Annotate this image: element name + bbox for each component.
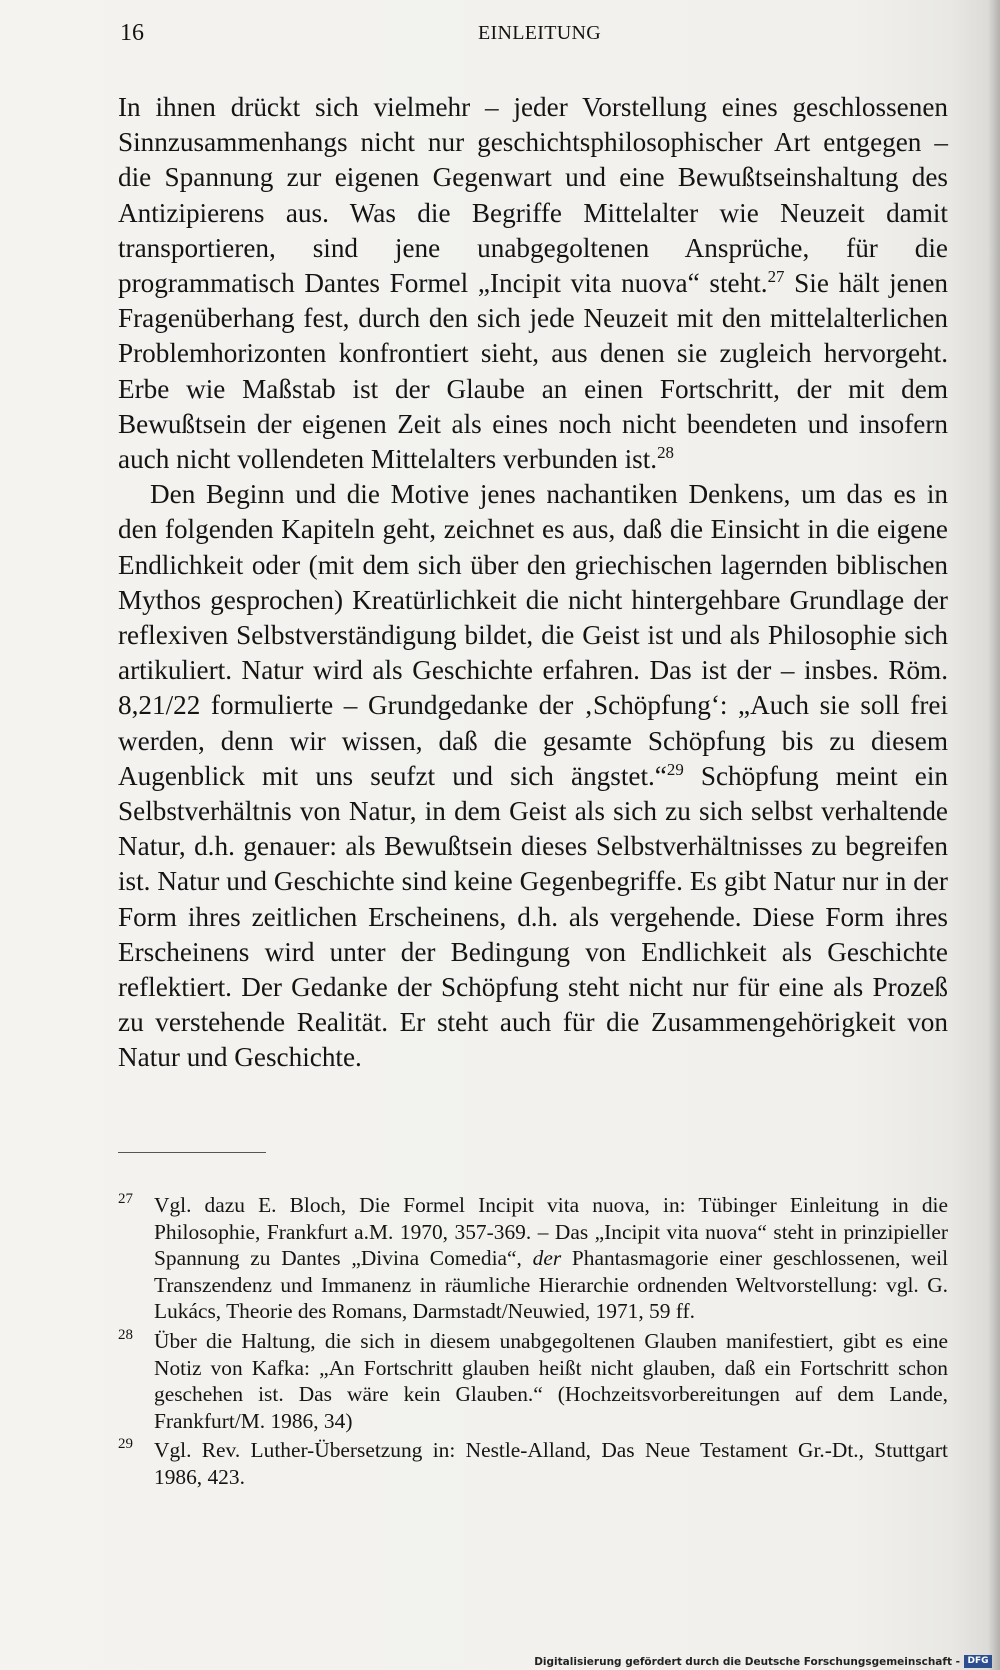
page-edge-shadow <box>988 0 1000 1670</box>
footnote-number: 27 <box>118 1191 133 1207</box>
chapter-title: EINLEITUNG <box>478 22 601 44</box>
footnote-ref-28[interactable]: 28 <box>657 442 674 462</box>
body-text <box>118 90 948 1076</box>
paragraph-text: In ihnen drückt sich vielmehr – jeder Vorstellung eines geschlossenen Sinnzusammenhangs nicht nur geschichtsphilosophischer Art entgegen – die Spannung zur eigenen Gegenwart und eine Bewußtseinshaltung des Antizipierens aus. Was die Begriffe Mittelalter wie Neuzeit damit transportieren, sind jene unabgegoltenen Ansprüche, für die programmatisch Dantes Formel „Incipit vita nuova“ steht. <box>118 92 948 299</box>
footnote-text: Über die Haltung, die sich in diesem unabgegoltenen Glauben manifestiert, gibt es eine Notiz von Kafka: „An Fortschritt glauben heißt nicht glauben, daß ein Fortschritt schon geschehen ist. Das wäre kein Glauben.“ (Hochzeitsvorbereitungen auf dem Lande, Frankfurt/M. 1986, 34) <box>154 1328 948 1433</box>
footnotes <box>118 1192 948 1494</box>
footnote-29 <box>118 1437 948 1490</box>
page-number: 16 <box>120 20 144 46</box>
paragraph-text: Sie hält jenen Fragenüberhang fest, durch den sich jede Neuzeit mit den mittelalterlichen Problemhorizonten konfrontiert sieht, aus denen sie zugleich hervorgeht. Erbe wie Maßstab ist der Glaube an einen Fortschritt, der mit dem Bewußtsein der eigenen Zeit als eines noch nicht beendeten und insofern auch nicht vollendeten Mittelalters verbunden ist. <box>118 268 949 475</box>
footnote-text: Phantasmagorie einer geschlossenen, weil Transzendenz und Immanenz in räumliche Hierarchie ordnenden Weltvorstellung: vgl. G. Lukács, Theorie des Romans, Darmstadt/Neuwied, 1971, 59 ff. <box>154 1246 949 1324</box>
paragraph-1 <box>118 90 948 477</box>
footnote-28 <box>118 1328 948 1434</box>
digitization-footer <box>0 1654 1000 1670</box>
footnote-italic: der <box>532 1246 562 1271</box>
paragraph-2 <box>118 477 948 1075</box>
running-head <box>118 20 948 52</box>
footnote-text: Vgl. dazu E. Bloch, Die Formel Incipit vita nuova, in: Tübinger Einleitung in die Philosophie, Frankfurt a.M. 1970, 357-369. – Das „Incipit vita nuova“ steht in prinzipieller Spannung zu Dantes „Divina Comedia“, <box>154 1193 948 1271</box>
footnote-ref-27[interactable]: 27 <box>767 266 785 286</box>
footnote-divider <box>118 1152 266 1153</box>
funding-credit: Digitalisierung gefördert durch die Deutsche Forschungsgemeinschaft - <box>534 1656 960 1668</box>
paragraph-text: Den Beginn und die Motive jenes nachantiken Denkens, um das es in den folgenden Kapiteln geht, zeichnet es aus, daß die Einsicht in die eigene Endlichkeit oder (mit dem sich über den griechischen lagernden biblischen Mythos gesprochen) Kreatürlichkeit die nicht hintergehbare Grundlage der reflexiven Selbstverständigung bildet, die Geist ist und als Philosophie sich artikuliert. Natur wird als Geschichte erfahren. Das ist der – insbes. Röm. 8,21/22 formulierte – Grundgedanke der ‚Schöpfung‘: „Auch sie soll frei werden, denn wir wissen, daß die gesamte Schöpfung bis zu diesem Augenblick mit uns seufzt und sich ängstet.“ <box>118 479 948 791</box>
footnote-number: 28 <box>118 1326 133 1343</box>
dfg-logo: DFG <box>964 1655 992 1668</box>
footnote-ref-29[interactable]: 29 <box>666 759 684 779</box>
paragraph-text: Schöpfung meint ein Selbstverhältnis von Natur, in dem Geist als sich zu sich selbst verhaltende Natur, d.h. genauer: als Bewußtsein dieses Selbstverhältnisses zu begreifen ist. Natur und Geschichte sind keine Gegenbegriffe. Es gibt Natur nur in der Form ihres zeitlichen Erscheinens, d.h. als vergehende. Diese Form ihres Erscheinens wird unter der Bedingung von Endlichkeit als Geschichte reflektiert. Der Gedanke der Schöpfung steht nicht nur für eine als Prozeß zu verstehende Realität. Er steht auch für die Zusammengehörigkeit von Natur und Geschichte. <box>118 760 949 1073</box>
footnote-27 <box>118 1192 948 1325</box>
footnote-text: Vgl. Rev. Luther-Übersetzung in: Nestle-Alland, Das Neue Testament Gr.-Dt., Stuttgart 1986, 423. <box>154 1438 948 1489</box>
footnote-number: 29 <box>118 1436 133 1453</box>
